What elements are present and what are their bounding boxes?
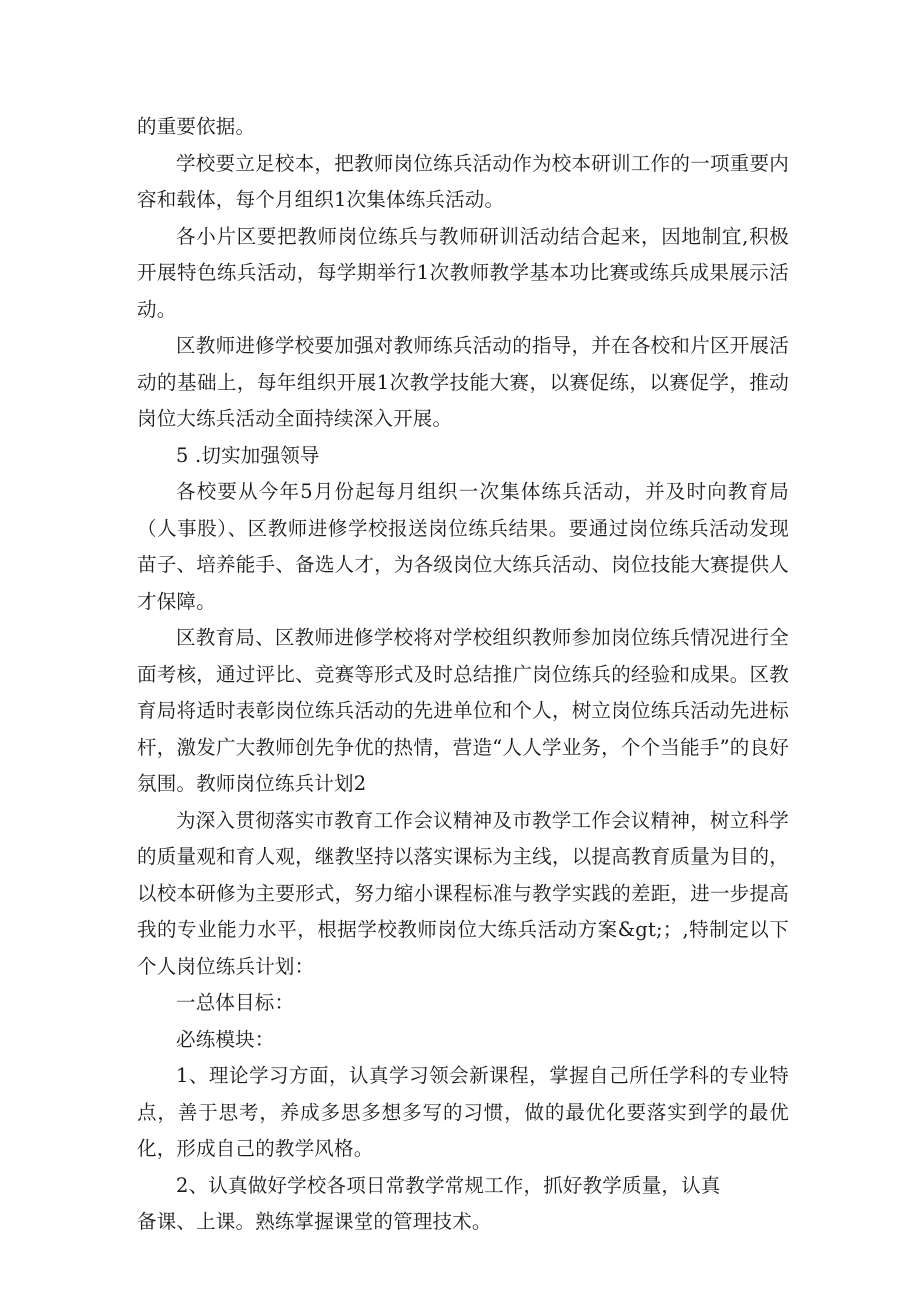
- list-item-2-continued: 备课、上课。熟练掌握课堂的管理技术。: [137, 1210, 492, 1233]
- paragraph-6: 各校要从今年5月份起每月组织一次集体练兵活动，并及时向教育局（人事股）、区教师进修学校报送岗位练兵结果。要通过岗位练兵活动发现苗子、培养能手、备选人才，为各级岗位大练兵活动、岗位技能大赛提供人才保障。: [137, 480, 789, 613]
- paragraph-7: 区教育局、区教师进修学校将对学校组织教师参加岗位练兵情况进行全面考核，通过评比、竞赛等形式及时总结推广岗位练兵的经验和成果。区教育局将适时表彰岗位练兵活动的先进单位和个人，树立岗位练兵活动先进标杆，激发广大教师创先争优的热情，营造“人人学业务，个个当能手”的良好氛围。教师岗位练兵计划2: [137, 626, 789, 795]
- paragraph-1: 的重要依据。: [137, 115, 256, 138]
- section-heading-5: 5 .切实加强领导: [176, 443, 320, 467]
- document-body: [137, 109, 789, 1241]
- paragraph-2: 学校要立足校本，把教师岗位练兵活动作为校本研训工作的一项重要内容和载体，每个月组织1次集体练兵活动。: [137, 151, 789, 211]
- list-item-1: 1、理论学习方面，认真学习领会新课程，掌握自己所任学科的专业特点，善于思考，养成多思多想多写的习惯，做的最优化要落实到学的最优化，形成自己的教学风格。: [137, 1064, 789, 1160]
- paragraph-8: 为深入贯彻落实市教育工作会议精神及市教学工作会议精神，树立科学的质量观和育人观，继教坚持以落实课标为主线，以提高教育质量为目的，以校本研修为主要形式，努力缩小课程标准与教学实践的差距，进一步提高我的专业能力水平，根据学校教师岗位大练兵活动方案&gt;；,特制定以下个人岗位练兵计划：: [137, 808, 789, 978]
- paragraph-3: 各小片区要把教师岗位练兵与教师研训活动结合起来，因地制宜,积极开展特色练兵活动，每学期举行1次教师教学基本功比赛或练兵成果展示活动。: [137, 224, 789, 321]
- list-item-2: 2、认真做好学校各项日常教学常规工作，抓好教学质量，认真: [176, 1173, 721, 1197]
- heading-overall-goal: 一总体目标：: [176, 991, 295, 1014]
- heading-required-module: 必练模块：: [176, 1027, 275, 1051]
- paragraph-4: 区教师进修学校要加强对教师练兵活动的指导，并在各校和片区开展活动的基础上，每年组织开展1次教学技能大赛，以赛促练，以赛促学，推动岗位大练兵活动全面持续深入开展。: [137, 334, 789, 430]
